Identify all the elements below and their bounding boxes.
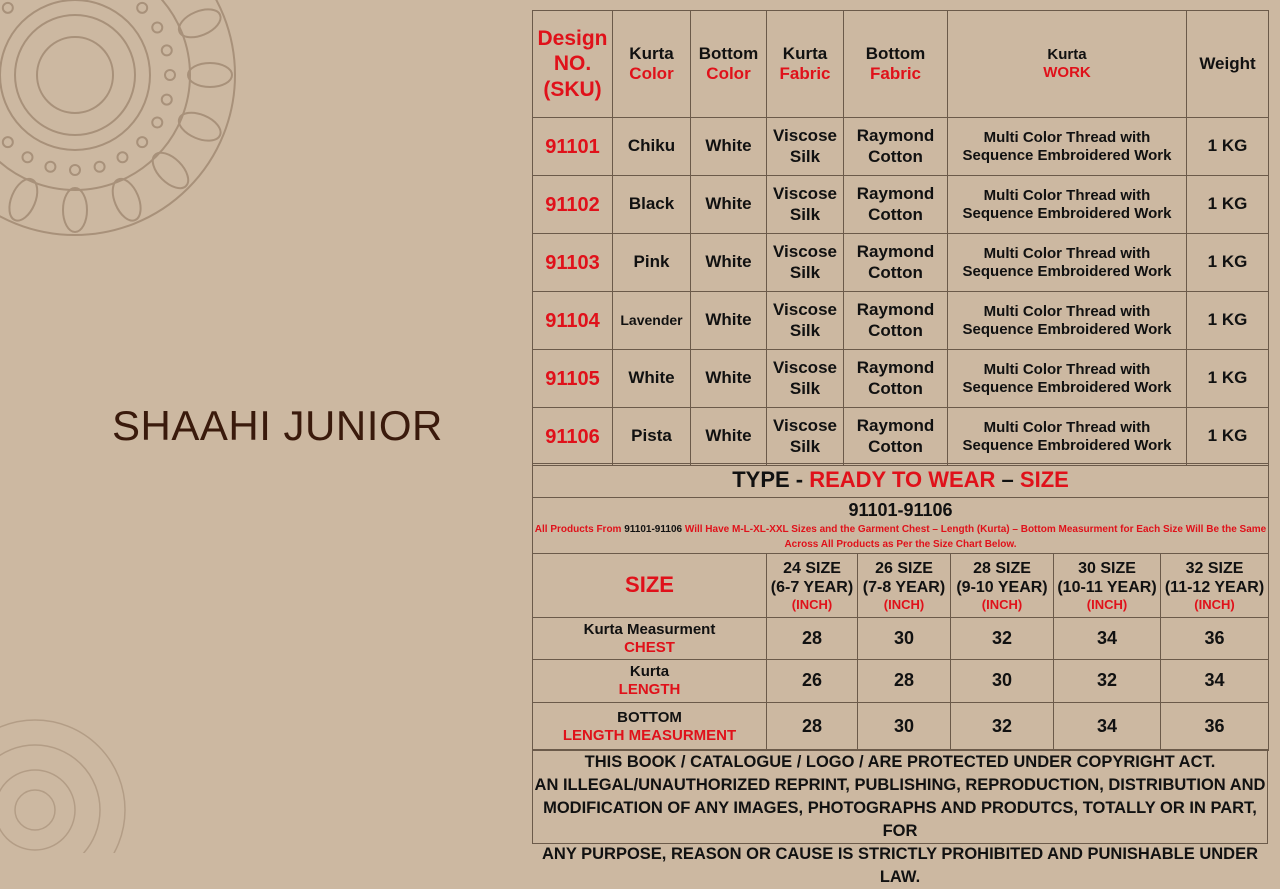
kurta-color: Chiku (613, 118, 691, 176)
bottom-fabric: Raymond Cotton (844, 118, 948, 176)
kurta-fabric: Viscose Silk (767, 350, 844, 408)
size-chart-table (532, 463, 1269, 751)
bottom-fabric: Raymond Cotton (844, 408, 948, 466)
copyright-notice: THIS BOOK / CATALOGUE / LOGO / ARE PROTECTED UNDER COPYRIGHT ACT. AN ILLEGAL/UNAUTHORIZED REPRINT, PUBLISHING, REPRODUCTION, DISTRIBUTION AND MODIFICATION OF ANY IMAGES, PHOTOGRAPHS AND PRODUTCS, TOTALLY OR IN PART, FOR ANY PURPOSE, REASON OR CAUSE IS STRICTLY PROHIBITED AND PUNISHABLE UNDER LAW. (532, 749, 1268, 844)
bottom-color: White (691, 234, 767, 292)
measure-label: BOTTOM LENGTH MEASURMENT (533, 703, 767, 751)
size-column-header: 32 SIZE (11-12 YEAR) (INCH) (1161, 554, 1269, 618)
mandala-decoration-top (0, 0, 280, 270)
catalog-row (533, 234, 1269, 292)
weight: 1 KG (1187, 408, 1269, 466)
size-chart-range: 91101-91106 All Products From 91101-91106 Will Have M-L-XL-XXL Sizes and the Garment Chest – Length (Kurta) – Bottom Measurment for Each Size Will Be the Same Across All Products as Per the Size Chart Below. (533, 498, 1269, 554)
header-weight: Weight (1187, 11, 1269, 118)
measure-value: 30 (858, 618, 951, 660)
kurta-work: Multi Color Thread with Sequence Embroidered Work (948, 350, 1187, 408)
measure-value: 32 (1054, 660, 1161, 703)
header-bottom-color: Bottom Color (691, 11, 767, 118)
kurta-color: Lavender (613, 292, 691, 350)
kurta-fabric: Viscose Silk (767, 292, 844, 350)
kurta-work: Multi Color Thread with Sequence Embroidered Work (948, 234, 1187, 292)
kurta-color: Pink (613, 234, 691, 292)
kurta-work: Multi Color Thread with Sequence Embroidered Work (948, 176, 1187, 234)
size-header-row (533, 554, 1269, 618)
bottom-color: White (691, 118, 767, 176)
catalog-header-row (533, 11, 1269, 118)
size-column-header: 26 SIZE (7-8 YEAR) (INCH) (858, 554, 951, 618)
catalog-row (533, 408, 1269, 466)
kurta-color: Black (613, 176, 691, 234)
measure-value: 36 (1161, 703, 1269, 751)
measure-value: 32 (951, 618, 1054, 660)
sku: 91103 (533, 234, 613, 292)
measure-row (533, 703, 1269, 751)
weight: 1 KG (1187, 234, 1269, 292)
measure-label: Kurta LENGTH (533, 660, 767, 703)
sku: 91102 (533, 176, 613, 234)
measure-value: 36 (1161, 618, 1269, 660)
measure-row (533, 660, 1269, 703)
bottom-fabric: Raymond Cotton (844, 350, 948, 408)
measure-row (533, 618, 1269, 660)
bottom-fabric: Raymond Cotton (844, 234, 948, 292)
header-kurta-work: Kurta WORK (948, 11, 1187, 118)
sku: 91105 (533, 350, 613, 408)
bottom-color: White (691, 350, 767, 408)
bottom-color: White (691, 292, 767, 350)
kurta-fabric: Viscose Silk (767, 234, 844, 292)
sku: 91104 (533, 292, 613, 350)
brand-title: SHAAHI JUNIOR (112, 402, 443, 449)
mandala-decoration-bottom (0, 700, 160, 853)
measure-value: 30 (951, 660, 1054, 703)
header-bottom-fabric: Bottom Fabric (844, 11, 948, 118)
kurta-work: Multi Color Thread with Sequence Embroidered Work (948, 118, 1187, 176)
measure-value: 34 (1054, 703, 1161, 751)
kurta-fabric: Viscose Silk (767, 408, 844, 466)
measure-value: 34 (1054, 618, 1161, 660)
sku: 91101 (533, 118, 613, 176)
catalog-row (533, 176, 1269, 234)
size-column-header: 30 SIZE (10-11 YEAR) (INCH) (1054, 554, 1161, 618)
catalog-table (532, 10, 1269, 466)
weight: 1 KG (1187, 350, 1269, 408)
weight: 1 KG (1187, 292, 1269, 350)
kurta-work: Multi Color Thread with Sequence Embroidered Work (948, 408, 1187, 466)
size-label: SIZE (533, 554, 767, 618)
kurta-fabric: Viscose Silk (767, 118, 844, 176)
kurta-color: White (613, 350, 691, 408)
catalog-row (533, 292, 1269, 350)
measure-value: 28 (858, 660, 951, 703)
bottom-color: White (691, 176, 767, 234)
bottom-color: White (691, 408, 767, 466)
header-design-no: Design NO. (SKU) (533, 11, 613, 118)
kurta-work: Multi Color Thread with Sequence Embroidered Work (948, 292, 1187, 350)
measure-value: 28 (767, 703, 858, 751)
size-column-header: 28 SIZE (9-10 YEAR) (INCH) (951, 554, 1054, 618)
weight: 1 KG (1187, 176, 1269, 234)
catalog-row (533, 350, 1269, 408)
header-kurta-color: Kurta Color (613, 11, 691, 118)
size-chart-note: All Products From 91101-91106 Will Have M-L-XL-XXL Sizes and the Garment Chest – Length (Kurta) – Bottom Measurment for Each Size Will Be the Same Across All Products as Per the Size Chart Below. (534, 523, 1267, 550)
measure-value: 30 (858, 703, 951, 751)
measure-value: 32 (951, 703, 1054, 751)
catalog-row (533, 118, 1269, 176)
size-chart-title: TYPE - READY TO WEAR – SIZE (533, 464, 1269, 498)
measure-label: Kurta Measurment CHEST (533, 618, 767, 660)
header-kurta-fabric: Kurta Fabric (767, 11, 844, 118)
kurta-fabric: Viscose Silk (767, 176, 844, 234)
bottom-fabric: Raymond Cotton (844, 176, 948, 234)
sku: 91106 (533, 408, 613, 466)
weight: 1 KG (1187, 118, 1269, 176)
size-column-header: 24 SIZE (6-7 YEAR) (INCH) (767, 554, 858, 618)
measure-value: 28 (767, 618, 858, 660)
measure-value: 34 (1161, 660, 1269, 703)
bottom-fabric: Raymond Cotton (844, 292, 948, 350)
measure-value: 26 (767, 660, 858, 703)
kurta-color: Pista (613, 408, 691, 466)
